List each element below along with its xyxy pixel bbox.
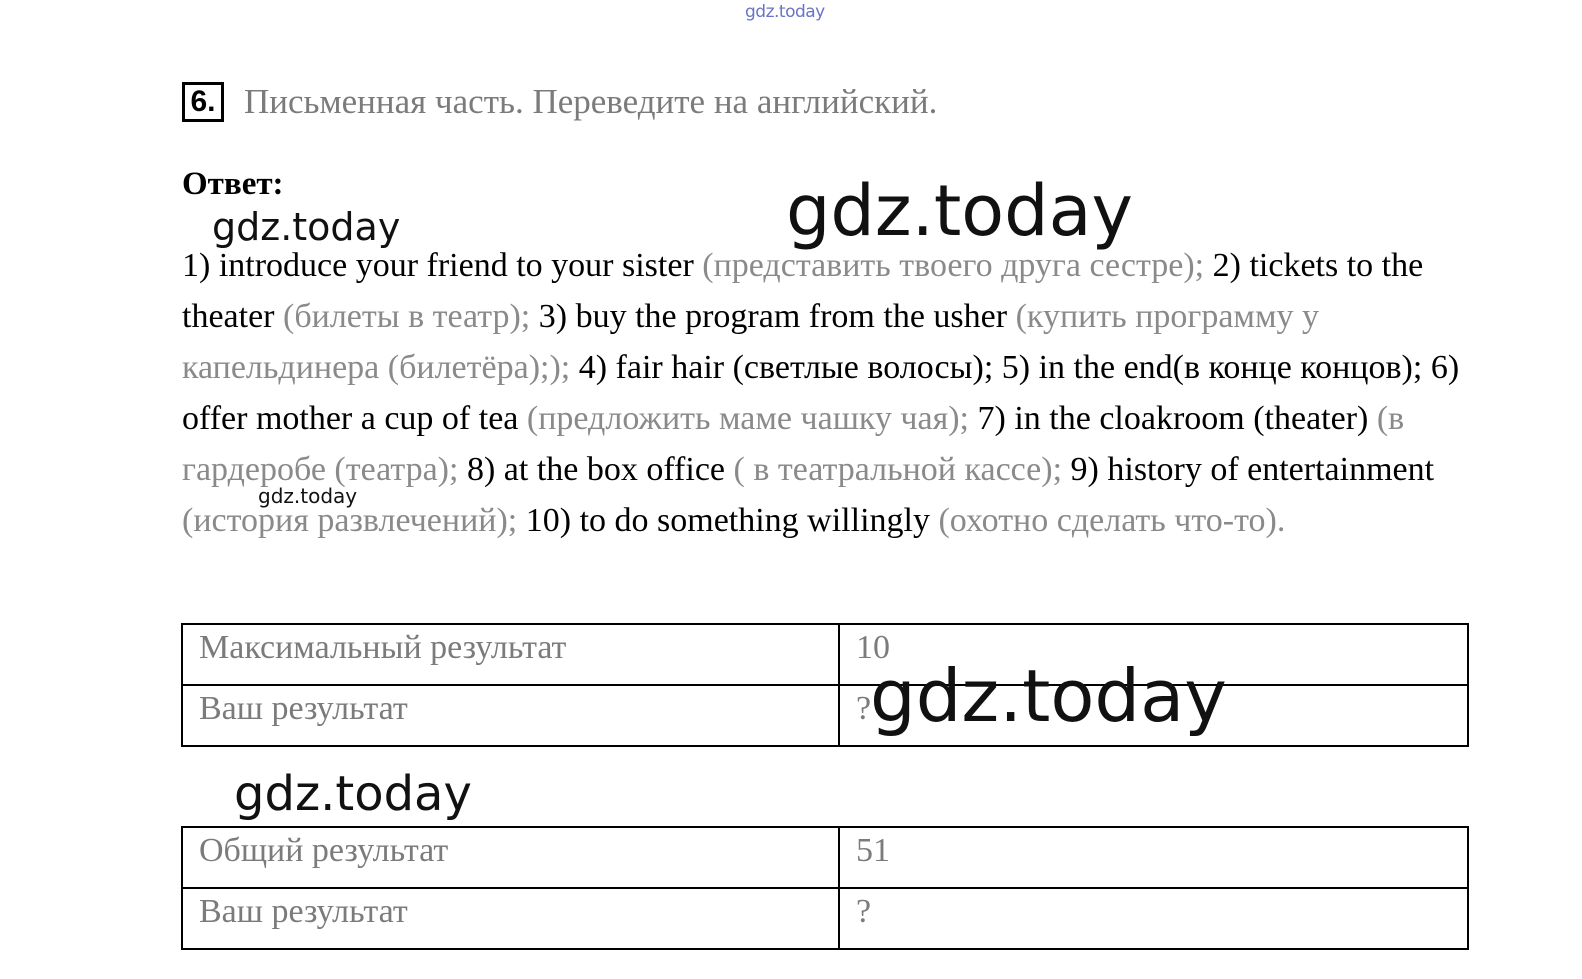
answer-item-1: 1) introduce your friend to your sister (представить твоего друга сестре); bbox=[182, 247, 1213, 284]
task-header bbox=[182, 82, 937, 122]
answer-item-5: 5) in the end(в конце концов); bbox=[1001, 349, 1431, 386]
score-table-total bbox=[181, 826, 1469, 950]
total-result-label: Общий результат bbox=[182, 827, 839, 888]
your-result-value: ? bbox=[839, 685, 1468, 746]
answer-text bbox=[182, 240, 1474, 546]
watermark: gdz.today bbox=[870, 654, 1227, 738]
watermark: gdz.today bbox=[786, 170, 1133, 252]
your-total-value: ? bbox=[839, 888, 1468, 949]
task-title: Письменная часть. Переведите на английский. bbox=[244, 82, 938, 121]
table-row bbox=[182, 685, 1468, 746]
max-result-value: 10 bbox=[839, 624, 1468, 685]
answer-item-4: 4) fair hair (светлые волосы); bbox=[578, 349, 1002, 386]
total-result-value: 51 bbox=[839, 827, 1468, 888]
your-result-label: Ваш результат bbox=[182, 685, 839, 746]
your-total-label: Ваш результат bbox=[182, 888, 839, 949]
answer-item-8: 8) at the box office ( в театральной кассе); bbox=[466, 451, 1071, 488]
score-table-task bbox=[181, 623, 1469, 747]
answer-label: Ответ: bbox=[182, 166, 284, 202]
answer-item-9: 9) history of entertainment (история развлечений); bbox=[182, 451, 1435, 539]
table-row bbox=[182, 888, 1468, 949]
answer-item-3: 3) buy the program from the usher (купить программу у капельдинера (билетёра);); bbox=[182, 298, 1319, 386]
answer-item-7: 7) in the cloakroom (theater) (в гардеробе (театра); bbox=[182, 400, 1405, 488]
watermark: gdz.today bbox=[234, 766, 472, 822]
max-result-label: Максимальный результат bbox=[182, 624, 839, 685]
answer-item-2: 2) tickets to the theater (билеты в театр); bbox=[182, 247, 1424, 335]
table-row bbox=[182, 827, 1468, 888]
answer-item-10: 10) to do something willingly (охотно сделать что-то). bbox=[525, 502, 1286, 539]
watermark: gdz.today bbox=[212, 205, 401, 249]
watermark-top: gdz.today bbox=[745, 2, 825, 22]
table-row bbox=[182, 624, 1468, 685]
watermark: gdz.today bbox=[258, 484, 358, 508]
task-number: 6. bbox=[182, 82, 224, 122]
answer-item-6: 6) offer mother a cup of tea (предложить маме чашку чая); bbox=[182, 349, 1460, 437]
